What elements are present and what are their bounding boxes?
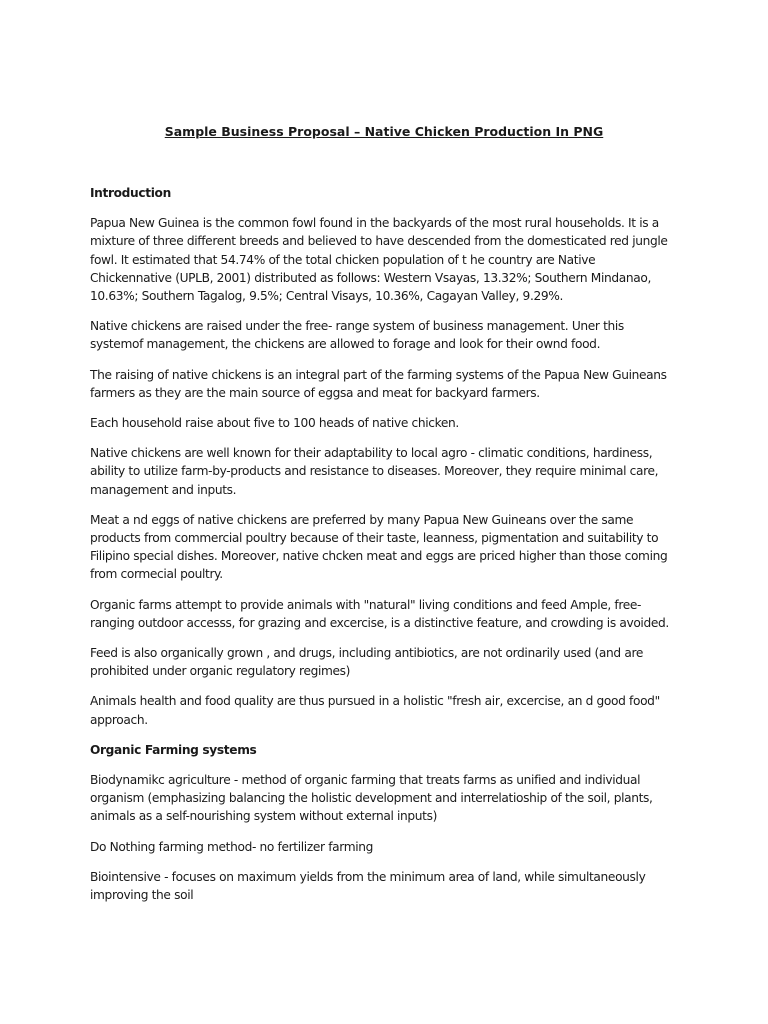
section-heading-introduction: Introduction [90,186,171,200]
paragraph-biodynamic: Biodynamikc agriculture - method of organic farming that treats farms as unified and individual organism (emphasizing balancing the holistic development and interrelatioship of the soil, plants, animals as a self-nourishing system without external inputs) [90,773,653,824]
paragraph-adaptability: Native chickens are well known for their adaptability to local agro - climatic conditions, hardiness, ability to utilize farm-by-products and resistance to diseases. Moreover, they require minimal care, management and inputs. [90,446,659,497]
paragraph-animal-health: Animals health and food quality are thus pursued in a holistic "fresh air, excercise, an d good food" approach. [90,694,660,727]
paragraph-organic-farms: Organic farms attempt to provide animals with "natural" living conditions and feed Ample, free-ranging outdoor accesss, for grazing and excercise, is a distinctive feature, and crowding is avoided. [90,597,669,630]
paragraph-feed: Feed is also organically grown , and drugs, including antibiotics, are not ordinarily used (and are prohibited under organic regulatory regimes) [90,646,643,679]
paragraph-meat-eggs: Meat a nd eggs of native chickens are preferred by many Papua New Guineans over the same products from commercial poultry because of their taste, leanness, pigmentation and suitability to Filipino special dishes. Moreover, native chcken meat and eggs are priced higher than those coming from cormecial poultry. [90,512,668,582]
paragraph-household: Each household raise about five to 100 heads of native chicken. [90,416,459,431]
document-title: Sample Business Proposal – Native Chicken Production In PNG [164,124,604,139]
paragraph-farming-systems: The raising of native chickens is an integral part of the farming systems of the Papua New Guineans farmers as they are the main source of eggsa and meat for backyard farmers. [90,367,667,400]
paragraph-biointensive: Biointensive - focuses on maximum yields from the minimum area of land, while simultaneously improving the soil [90,869,646,903]
document-body [90,184,678,916]
section-heading-organic-farming: Organic Farming systems [90,742,257,757]
paragraph-intro-overview: Papua New Guinea is the common fowl found in the backyards of the most rural households. It is a mixture of three different breeds and believed to have descended from the domesticated red jungle fowl. It estimated that 54.74% of the total chicken population of t he country are Native Chickennative (UPLB, 2001) distributed as follows: Western Vsayas, 13.32%; Southern Mindanao, 10.63%; Southern Tagalog, 9.5%; Central Visays, 10.36%, Cagayan Valley, 9.29%. [90,216,668,304]
paragraph-free-range: Native chickens are raised under the free- range system of business management. Uner this systemof management, the chickens are allowed to forage and look for their ownd food. [90,319,624,352]
paragraph-do-nothing: Do Nothing farming method- no fertilizer farming [90,839,374,854]
